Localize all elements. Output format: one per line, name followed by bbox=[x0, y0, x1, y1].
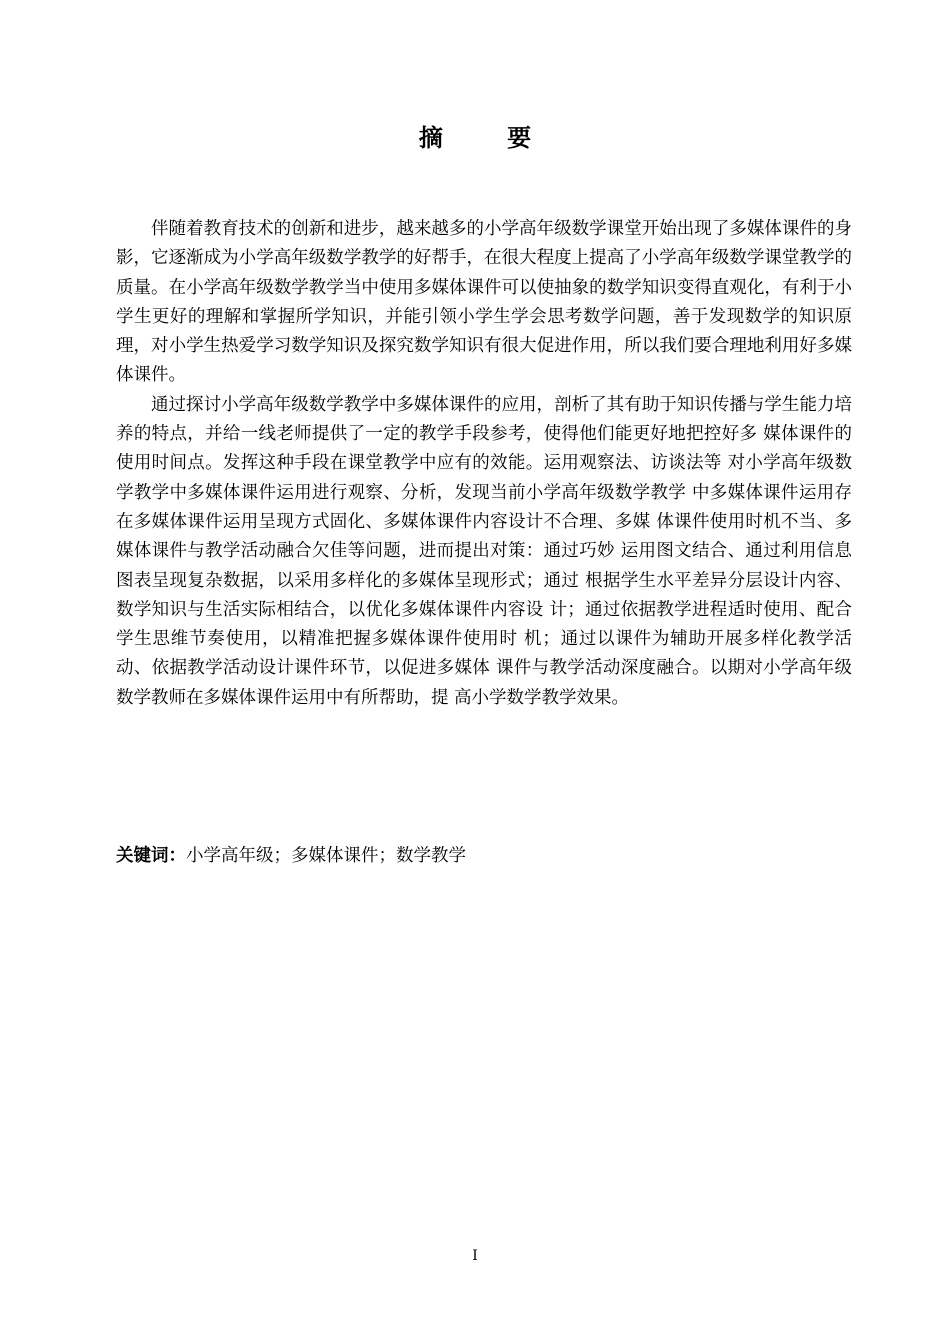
keywords-line bbox=[116, 842, 852, 871]
abstract-paragraph-1: 伴随着教育技术的创新和进步，越来越多的小学高年级数学课堂开始出现了多媒体课件的身影，它逐渐成为小学高年级数学教学的好帮手，在很大程度上提高了小学高年级数学课堂教学的质量。在小学高年级数学教学当中使用多媒体课件可以使抽象的数学知识变得直观化，有利于小学生更好的理解和掌握所学知识，并能引领小学生学会思考数学问题，善于发现数学的知识原理，对小学生热爱学习数学知识及探究数学知识有很大促进作用，所以我们要合理地利用好多媒体课件。 bbox=[116, 219, 852, 386]
keywords-label: 关键词： bbox=[116, 846, 186, 866]
abstract-paragraph-2: 通过探讨小学高年级数学教学中多媒体课件的应用，剖析了其有助于知识传播与学生能力培养的特点，并给一线老师提供了一定的教学手段参考，使得他们能更好地把控好多 媒体课件的使用时间点。发挥这种手段在课堂教学中应有的效能。运用观察法、访谈法等 对小学高年级数学教学中多媒体课件运用进行观察、分析，发现当前小学高年级数学教学 中多媒体课件运用存在多媒体课件运用呈现方式固化、多媒体课件内容设计不合理、多媒 体课件使用时机不当、多媒体课件与教学活动融合欠佳等问题，进而提出对策：通过巧妙 运用图文结合、通过利用信息图表呈现复杂数据，以采用多样化的多媒体呈现形式；通过 根据学生水平差异分层设计内容、数学知识与生活实际相结合，以优化多媒体课件内容设 计；通过依据教学进程适时使用、配合学生思维节奏使用，以精准把握多媒体课件使用时 机；通过以课件为辅助开展多样化教学活动、依据教学活动设计课件环节，以促进多媒体 课件与教学活动深度融合。以期对小学高年级数学教师在多媒体课件运用中有所帮助，提 高小学数学教学效果。 bbox=[116, 394, 852, 708]
page-number: I bbox=[472, 1248, 478, 1264]
abstract-title: 摘 要 bbox=[418, 124, 560, 152]
keywords-value: 小学高年级；多媒体课件；数学教学 bbox=[186, 846, 466, 866]
abstract-body bbox=[116, 215, 852, 713]
